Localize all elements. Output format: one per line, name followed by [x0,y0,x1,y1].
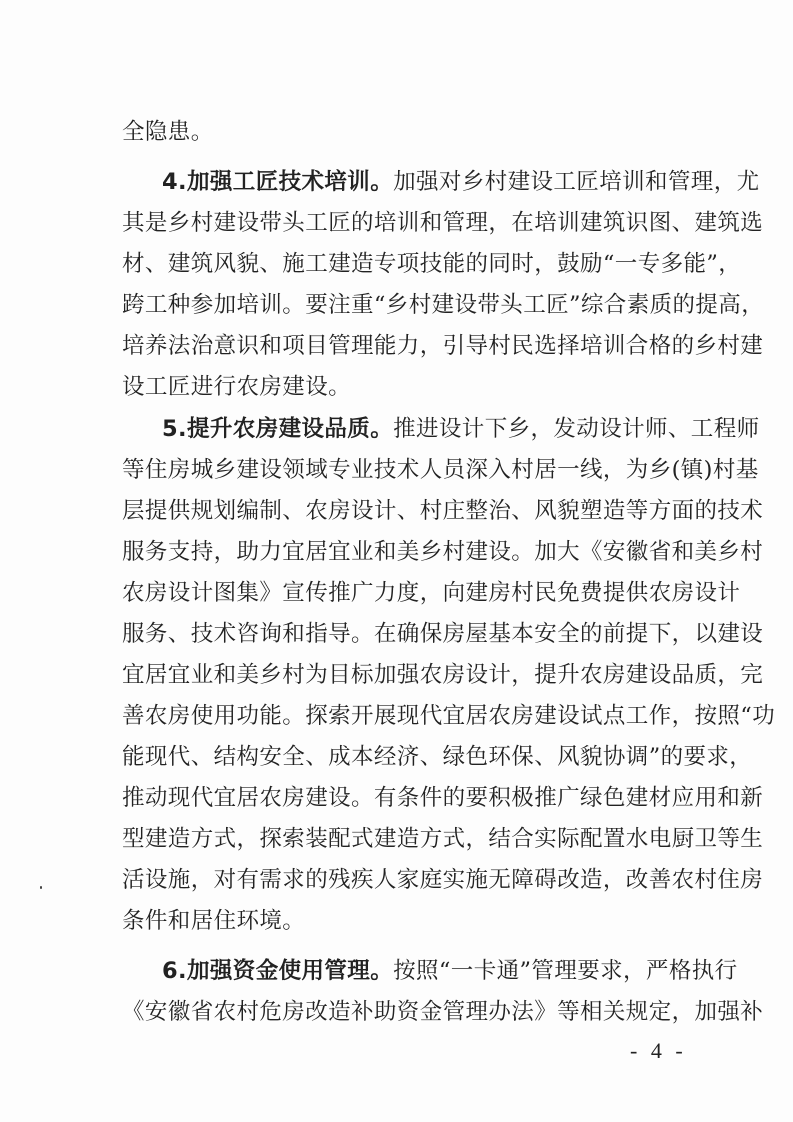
paragraph-line: 能现代、结构安全、成本经济、绿色环保、风貌协调”的要求， [122,744,753,770]
paragraph-line: 其是乡村建设带头工匠的培训和管理，在培训建筑识图、建筑选 [122,210,764,236]
paragraph-line: 服务支持，助力宜居宜业和美乡村建设。加大《安徽省和美乡村 [122,539,764,565]
paragraph-line: 型建造方式，探索装配式建造方式，结合实际配置水电厨卫等生 [122,826,764,852]
section-6-first-line [162,956,738,986]
paragraph-line: 设工匠进行农房建设。 [122,374,352,400]
page-number: - 4 - [630,1038,687,1063]
paragraph-line: 农房设计图集》宣传推广力度，向建房村民免费提供农房设计 [122,580,741,606]
section-4-first-line [162,167,760,197]
section-6-heading: 6.加强资金使用管理。 [162,958,394,984]
section-4-heading: 4.加强工匠技术培训。 [162,169,394,195]
scan-speck [40,886,42,889]
paragraph-line: 按照“一卡通”管理要求，严格执行 [393,958,738,984]
paragraph-line: 推进设计下乡，发动设计师、工程师 [393,416,760,442]
section-5-heading: 5.提升农房建设品质。 [162,416,394,442]
paragraph-line: 《安徽省农村危房改造补助资金管理办法》等相关规定，加强补 [122,999,764,1025]
paragraph-line: 等住房城乡建设领域专业技术人员深入村居一线，为乡(镇)村基 [122,457,759,483]
paragraph-line: 善农房使用功能。探索开展现代宜居农房建设试点工作，按照“功 [122,703,776,729]
paragraph-line: 活设施，对有需求的残疾人家庭实施无障碍改造，改善农村住房 [122,867,764,893]
paragraph-line: 层提供规划编制、农房设计、村庄整治、风貌塑造等方面的技术 [122,498,764,524]
paragraph-line: 条件和居住环境。 [122,908,306,934]
paragraph-line: 跨工种参加培训。要注重“乡村建设带头工匠”综合素质的提高， [122,292,765,318]
paragraph-line: 宜居宜业和美乡村为目标加强农房设计，提升农房建设品质，完 [122,662,764,688]
section-5-first-line [162,414,760,444]
paragraph-line: 推动现代宜居农房建设。有条件的要积极推广绿色建材应用和新 [122,785,764,811]
paragraph-line: 材、建筑风貌、施工建造专项技能的同时，鼓励“一专多能”， [122,251,742,277]
paragraph-line: 培养法治意识和项目管理能力，引导村民选择培训合格的乡村建 [122,333,764,359]
paragraph-line: 全隐患。 [122,119,214,145]
paragraph-line: 加强对乡村建设工匠培训和管理，尤 [393,169,760,195]
paragraph-line: 服务、技术咨询和指导。在确保房屋基本安全的前提下，以建设 [122,621,764,647]
